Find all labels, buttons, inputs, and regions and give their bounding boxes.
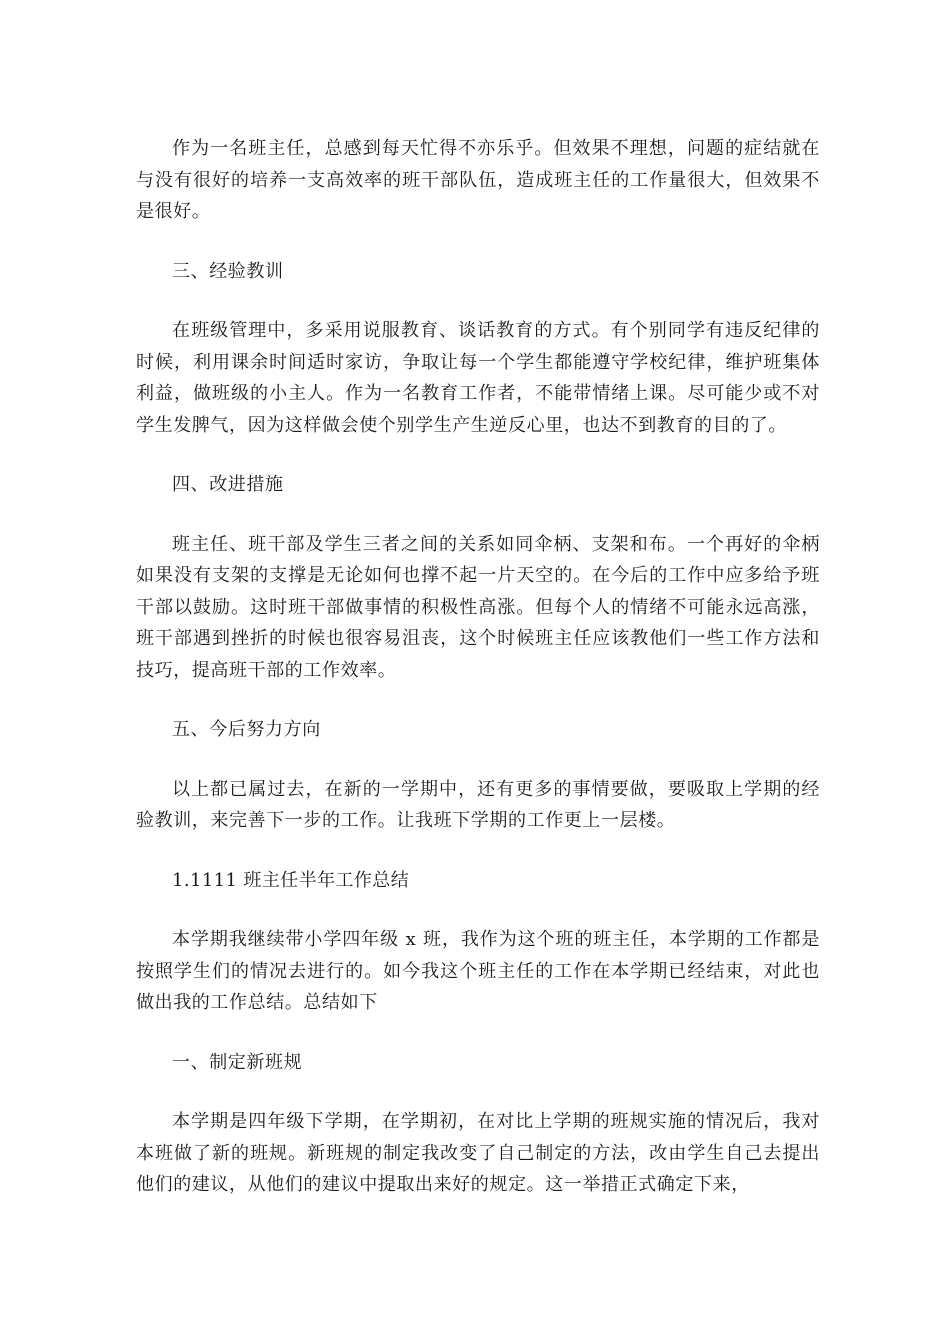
paragraph-lessons: 在班级管理中，多采用说服教育、谈话教育的方式。有个别同学有违反纪律的时候，利用课余时间适时家访，争取让每一个学生都能遵守学校纪律，维护班集体利益，做班级的小主人。作为一名教育工作者，不能带情绪上课。尽可能少或不对学生发脾气，因为这样做会使个别学生产生逆反心里，也达不到教育的目的了。 xyxy=(136,320,820,436)
section-heading-future-direction: 五、今后努力方向 xyxy=(172,719,321,740)
spacer xyxy=(136,441,820,469)
section-heading-lessons: 三、经验教训 xyxy=(172,260,284,282)
paragraph-semester-intro: 本学期我继续带小学四年级 x 班，我作为这个班的班主任，本学期的工作都是按照学生们的情况去进行的。如今我这个班主任的工作在本学期已经结束，对此也做出我的工作总结。总结如下 xyxy=(136,929,820,1013)
spacer xyxy=(136,686,820,714)
spacer xyxy=(136,1019,820,1047)
spacer xyxy=(136,1078,820,1106)
paragraph-improvements: 班主任、班干部及学生三者之间的关系如同伞柄、支架和布。一个再好的伞柄如果没有支架的支撑是无论如何也撑不起一片天空的。在今后的工作中应多给予班干部以鼓励。这时班干部做事情的积极性高涨。但每个人的情绪不可能永远高涨，班干部遇到挫折的时候也很容易沮丧，这个时候班主任应该教他们一些工作方法和技巧，提高班干部的工作效率。 xyxy=(136,533,820,681)
paragraph-class-leader-burden: 作为一名班主任，总感到每天忙得不亦乐乎。但效果不理想，问题的症结就在与没有很好的培养一支高效率的班干部队伍，造成班主任的工作量很大，但效果不是很好。 xyxy=(136,138,820,222)
spacer xyxy=(136,228,820,256)
spacer xyxy=(136,837,820,865)
paragraph-future-direction: 以上都已属过去，在新的一学期中，还有更多的事情要做，要吸取上学期的经验教训，来完善下一步的工作。让我班下学期的工作更上一层楼。 xyxy=(136,778,820,831)
spacer xyxy=(136,896,820,924)
spacer xyxy=(136,501,820,529)
spacer xyxy=(136,746,820,774)
spacer xyxy=(136,287,820,315)
chapter-subheading: 1.1111 班主任半年工作总结 xyxy=(172,869,410,891)
section-heading-new-class-rules: 一、制定新班规 xyxy=(172,1051,303,1073)
section-heading-improvements: 四、改进措施 xyxy=(172,474,284,495)
paragraph-new-class-rules: 本学期是四年级下学期，在学期初，在对比上学期的班规实施的情况后，我对本班做了新的班规。新班规的制定我改变了自己制定的方法，改由学生自己去提出他们的建议，从他们的建议中提取出来好的规定。这一举措正式确定下来， xyxy=(136,1111,820,1195)
document-page xyxy=(136,133,820,1201)
